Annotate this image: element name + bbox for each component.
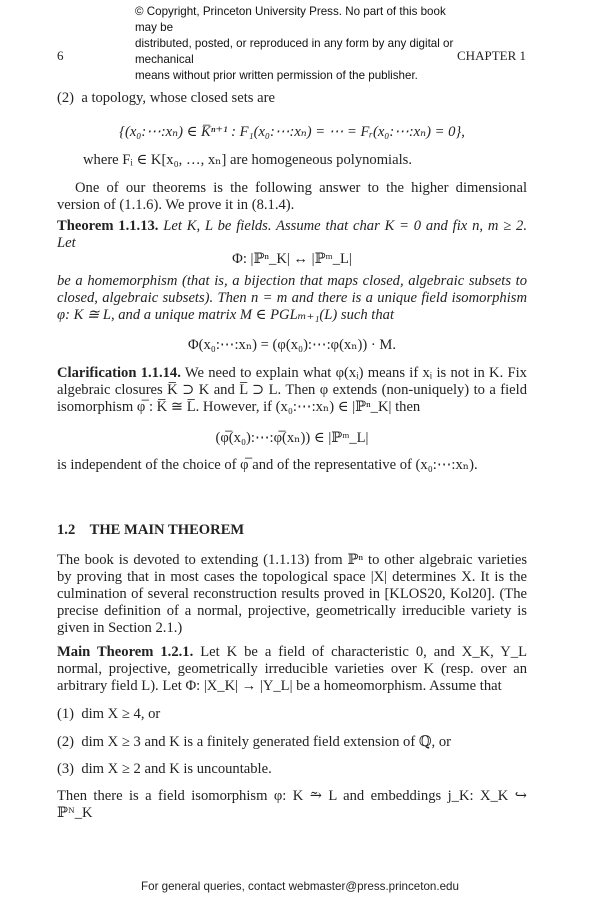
display-equation: (φ̅(x₀):⋯:φ̅(xₙ)) ∈ |ℙᵐ_L| (215, 430, 369, 446)
theorem-label: Main Theorem 1.2.1. (57, 644, 194, 660)
item-label: (2) (57, 90, 75, 106)
theorem-text: Let K be a field of characteristic 0, and X_K, Y_L normal, projective, geometrically irreducible varieties over K (resp. over an arbitrary field L). Let Φ: |X_K| → |Y_L| be a homeomorphism. Assume that (57, 644, 527, 694)
copyright-line: distributed, posted, or reproduced in any form by any digital or mechanical (135, 37, 454, 66)
section-number: 1.2 (57, 522, 76, 538)
theorem-text: be a homemorphism (that is, a bijection that maps closed, algebraic subsets to closed, algebraic subsets). Then n = m and there is a unique field isomorphism φ: K ≅ L, and a unique matrix M ∈ PGLₘ₊₁(L) such that (57, 273, 527, 323)
clarification-label: Clarification 1.1.14. (57, 365, 181, 381)
clarification-text: We need to explain what φ(xᵢ) means if xᵢ is not in K. Fix algebraic closures K̅ ⊃ K and L̅ ⊃ L. Then φ extends (non-uniquely) to a field isomorphism φ̅ : K̅ ≅ L̅. However, if (x₀:⋯:xₙ) ∈ |ℙⁿ_K| then (57, 365, 527, 415)
theorem-1-1-13 (57, 218, 527, 252)
paragraph: Then there is a field isomorphism φ: K ⥲ L and embeddings j_K: X_K ↪ ℙᴺ_K (57, 788, 527, 821)
where-line: where Fᵢ ∈ K[x₀, …, xₙ] are homogeneous polynomials. (83, 152, 412, 168)
item-text: a topology, whose closed sets are (81, 90, 275, 106)
section-title: THE MAIN THEOREM (89, 522, 245, 538)
page-number: 6 (57, 48, 64, 63)
item-label: (1) (57, 706, 75, 722)
display-equation: Φ: |ℙⁿ_K| ↔ |ℙᵐ_L| (232, 251, 352, 267)
item-text: dim X ≥ 4, or (81, 706, 161, 722)
list-item (57, 734, 527, 751)
copyright-line: © Copyright, Princeton University Press. No part of this book may be (135, 5, 446, 34)
list-item (57, 706, 527, 723)
list-item (57, 761, 527, 778)
running-header: CHAPTER 1 (457, 48, 526, 63)
theorem-text: Let K, L be fields. Assume that char K = 0 and fix n, m ≥ 2. Let (57, 218, 527, 251)
item-label: (3) (57, 761, 75, 777)
paragraph: The book is devoted to extending (1.1.13) from ℙⁿ to other algebraic varieties by proving that in most cases the topological space |X| determines X. It is the culmination of several reconstruction results proved in [KLOS20, Kol20]. (The precise definition of a normal, projective, geometrically irreducible variety is given in Section 2.1.) (57, 552, 527, 636)
paragraph: One of our theorems is the following answer to the higher dimensional version of (1.1.6). We prove it in (8.1.4). (57, 180, 527, 213)
copyright-notice (0, 4, 600, 84)
section-heading (57, 522, 527, 539)
copyright-line: means without prior written permission of the publisher. (135, 69, 418, 82)
list-item (57, 90, 527, 107)
theorem-label: Theorem 1.1.13. (57, 218, 159, 234)
item-label: (2) (57, 734, 75, 750)
item-text: dim X ≥ 3 and K is a finitely generated field extension of ℚ, or (81, 734, 451, 750)
main-theorem-1-2-1 (57, 644, 527, 695)
display-equation: {(x₀:⋯:xₙ) ∈ K̅ⁿ⁺¹ : F₁(x₀:⋯:xₙ) = ⋯ = Fᵣ(x₀:⋯:xₙ) = 0}, (119, 124, 465, 140)
item-text: dim X ≥ 2 and K is uncountable. (81, 761, 272, 777)
display-equation: Φ(x₀:⋯:xₙ) = (φ(x₀):⋯:φ(xₙ)) · M. (187, 337, 397, 353)
clarification-1-1-14 (57, 365, 527, 416)
clarification-text: is independent of the choice of φ̅ and of the representative of (x₀:⋯:xₙ). (57, 457, 478, 473)
footer-contact: For general queries, contact webmaster@press.princeton.edu (141, 880, 459, 893)
